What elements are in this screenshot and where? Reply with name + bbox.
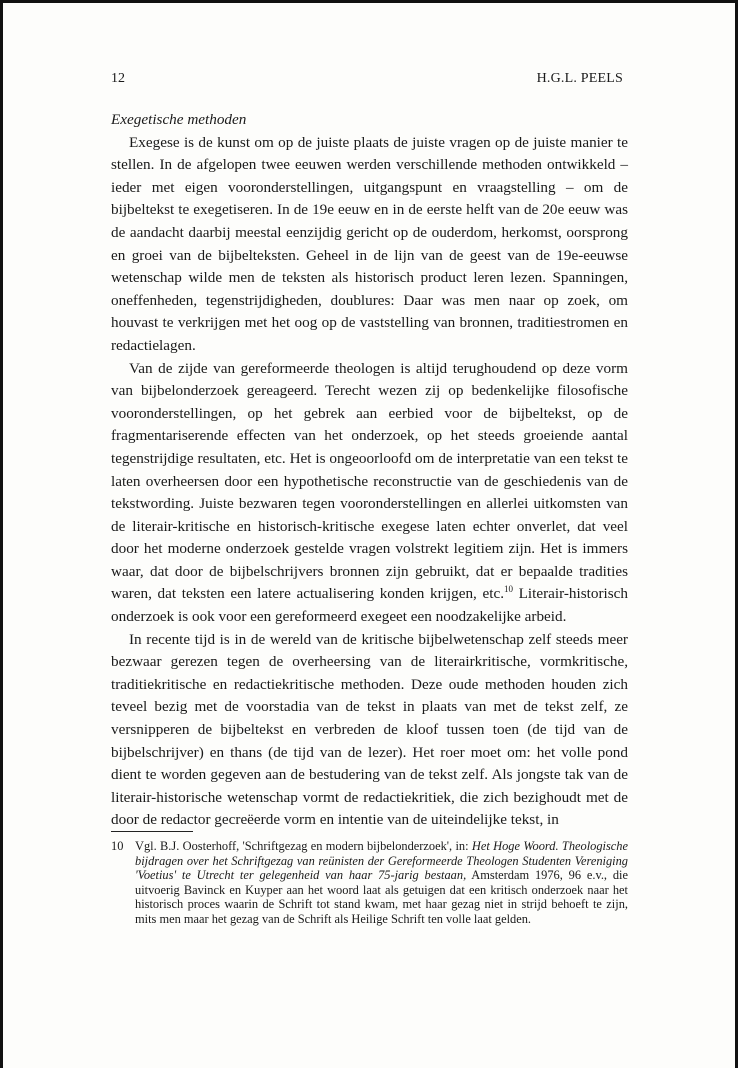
footnote (111, 839, 628, 927)
footnote-title: Het Hoge Woord. Theologische bijdragen over het Schriftgezag van reünisten der Gereformeerde Theologen Studenten Vereniging 'Voetius' te Utrecht ter gelegenheid van haar 75-jarig bestaan, (135, 839, 628, 883)
paragraph-text-tail: Literair-historisch onderzoek is ook voor een gereformeerd exegeet een noodzakelijke arbeid. (111, 585, 628, 626)
paragraph: Exegese is de kunst om op de juiste plaats de juiste vragen op de juiste manier te stellen. In de afgelopen twee eeuwen werden verschillende methoden ontwikkeld – ieder met eigen vooronderstellingen, uitgangspunt en vraagstelling – om de bijbeltekst te exegetiseren. In de 19e eeuw en in de eerste helft van de 20e eeuw was de aandacht daarbij meestal eenzijdig gericht op de ouderdom, herkomst, oorsprong en groei van de bijbelteksten. Geheel in de lijn van de geest van de 19e-eeuwse wetenschap wilde men de teksten als historisch product leren lezen. Spanningen, oneffenheden, tegenstrijdigheden, doublures: Daar was men naar op zoek, om houvast te verkrijgen met het oog op de vaststelling van bronnen, traditiestromen en redactielagen. (111, 133, 628, 354)
section-title: Exegetische methoden (111, 111, 247, 128)
footnote-rest: Amsterdam 1976, 96 e.v., die uitvoerig Bavinck en Kuyper aan het woord laat als getuigen dat een kritisch onderzoek naar het historisch proces waarin de Schrift tot stand kwam, met haar gezag niet in strijd behoeft te zijn, mits men maar het gezag van de Schrift als Heilige Schrift ten volle laat gelden. (135, 868, 628, 926)
page-header (111, 71, 623, 91)
paragraph (111, 358, 628, 629)
footnote-lead: Vgl. B.J. Oosterhoff, 'Schriftgezag en modern bijbelonderzoek', in: (135, 839, 472, 853)
paragraph: In recente tijd is in de wereld van de kritische bijbelwetenschap zelf steeds meer bezwaar gerezen tegen de overheersing van de literairkritische, vormkritische, traditiekritische en redactiekritische methoden. Deze oude methoden houden zich teveel bezig met de voorstadia van de tekst in plaats van met de tekst zelf, ze versnipperen de bijbeltekst en verbreden de kloof tussen toen (de tijd van de bijbelschrijver) en thans (de tijd van de lezer). Het roer moet om: het volle pond dient te worden gegeven aan de bestudering van de tekst zelf. Als jongste tak van de literair-historische wetenschap vormt de redactiekritiek, die zich bezighoudt met de door de redactor gecreëerde vorm en intentie van de uiteindelijke tekst, in (111, 630, 628, 829)
footnote-divider (111, 831, 193, 832)
footnote-text (135, 839, 628, 927)
paragraph-text: Van de zijde van gereformeerde theologen is altijd terughoudend op deze vorm van bijbelonderzoek gereageerd. Terecht wezen zij op bedenkelijke filosofische vooronderstellingen, op het gebrek aan eerbied voor de bijbeltekst, op de fragmentariserende effecten van het onderzoek, op het steeds groeiende aantal tegenstrijdige resultaten, etc. Het is ongeoorloofd om de interpretatie van een tekst te laten overheersen door een hypothetische reconstructie van de geschiedenis van de tekstwording. Juiste bezwaren tegen vooronderstellingen en allerlei uitkomsten van de literair-kritische en historisch-kritische exegese laten echter onverlet, dat veel door het moderne onderzoek gestelde vragen volstrekt legitiem zijn. Het is immers waar, dat door de bijbelschrijvers bronnen zijn gebruikt, dat er bepaalde tradities waren, dat teksten een latere actualisering konden krijgen, etc. (111, 359, 628, 603)
page-number: 12 (111, 71, 125, 86)
footnote-reference[interactable]: 10 (504, 584, 513, 595)
running-head: H.G.L. PEELS (536, 71, 623, 86)
footnote-number: 10 (111, 839, 124, 853)
body-text (111, 109, 628, 832)
